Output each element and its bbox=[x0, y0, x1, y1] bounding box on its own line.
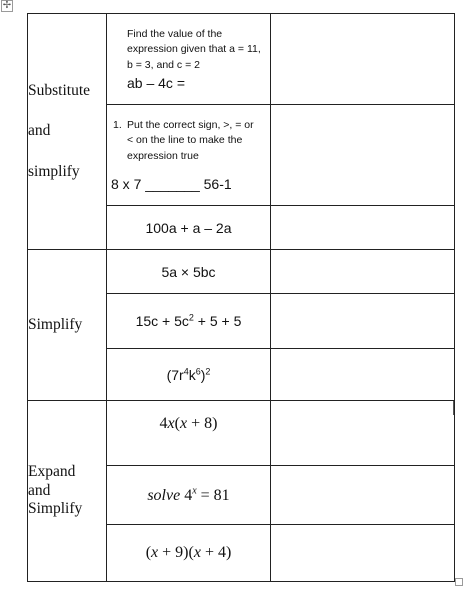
question-cell[interactable] bbox=[107, 466, 271, 525]
worksheet-table bbox=[27, 13, 455, 582]
topic-label: Substitute bbox=[28, 81, 91, 99]
table-row bbox=[28, 250, 455, 294]
answer-cell[interactable] bbox=[271, 401, 455, 466]
question-cell[interactable] bbox=[107, 206, 271, 250]
question-expression: 5a × 5bc bbox=[161, 263, 216, 280]
answer-cell[interactable] bbox=[271, 466, 455, 525]
answer-cell[interactable] bbox=[271, 14, 455, 105]
table-resize-handle[interactable] bbox=[455, 578, 463, 586]
answer-cell[interactable] bbox=[271, 105, 455, 206]
question-expression: $(7r^4k^6)^2$ bbox=[166, 366, 211, 383]
question-cell[interactable] bbox=[107, 105, 271, 206]
question-expression: 4x(x + 8) bbox=[159, 415, 218, 432]
topic-label: Expand bbox=[28, 463, 76, 481]
answer-cell[interactable] bbox=[271, 525, 455, 582]
answer-cell[interactable] bbox=[271, 349, 455, 401]
topic-label: and bbox=[28, 122, 51, 140]
question-cell[interactable] bbox=[107, 525, 271, 582]
topic-expand-cell bbox=[28, 401, 107, 582]
question-expression: $15c + 5c^2 + 5 + 5$ bbox=[135, 312, 242, 330]
topic-simplify-cell bbox=[28, 250, 107, 401]
table-row bbox=[28, 14, 455, 105]
topic-label: Simplify bbox=[28, 315, 83, 333]
question-cell[interactable] bbox=[107, 14, 271, 105]
list-number: 1. bbox=[113, 119, 122, 132]
topic-label: simplify bbox=[28, 162, 80, 180]
question-text: Find the value of the expression given that a = 11, b = 3, and c = 2 bbox=[127, 28, 261, 71]
question-expression: solve $4^x = 81$ bbox=[147, 485, 230, 504]
question-cell[interactable] bbox=[107, 401, 271, 466]
question-expression: 100a + a – 2a bbox=[145, 219, 232, 236]
answer-cell[interactable] bbox=[271, 294, 455, 349]
table-row bbox=[28, 401, 455, 466]
question-cell[interactable] bbox=[107, 349, 271, 401]
question-cell[interactable] bbox=[107, 250, 271, 294]
question-cell[interactable] bbox=[107, 294, 271, 349]
question-expression: (x + 9)(x + 4) bbox=[145, 544, 232, 561]
answer-cell[interactable] bbox=[271, 206, 455, 250]
question-expression: ab – 4c = bbox=[127, 74, 185, 91]
topic-label: Simplify bbox=[28, 500, 83, 518]
table-move-handle-icon[interactable]: ✢ bbox=[2, 0, 12, 11]
question-text: 1. Put the correct sign, >, = or < on the line to make the expression true bbox=[113, 119, 254, 162]
topic-label: and bbox=[28, 481, 51, 499]
question-expression: 8 x 7 _______ 56-1 bbox=[111, 175, 232, 192]
topic-substitute-cell bbox=[28, 14, 107, 250]
answer-cell[interactable] bbox=[271, 250, 455, 294]
